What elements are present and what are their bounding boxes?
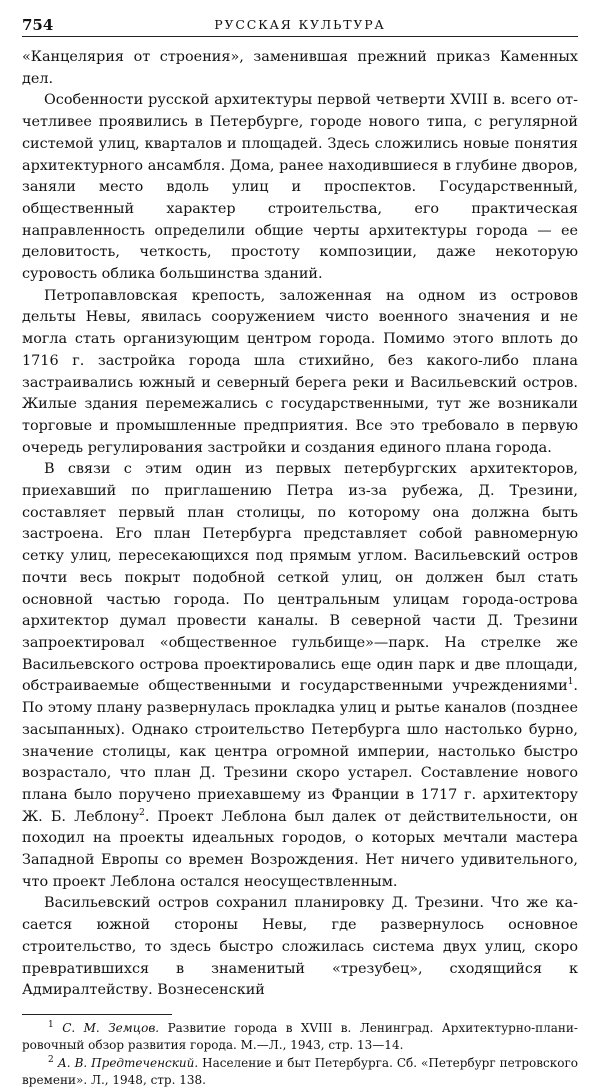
running-title: РУССКАЯ КУЛЬТУРА: [214, 17, 386, 32]
paragraph-text: . Проект Леблона был далек от действительности, он походил на проекты идеальных городов, о которых мечтали мастера Западной Европы со времен Возрождения. Нет ничего удивительного, что проект Леблона остался неосуществленным.: [22, 808, 578, 890]
footnote-author: А. В. Предтеченский.: [57, 1055, 199, 1070]
footnote-text: Население и быт Петербурга. Сб. «Петербург петровского времени». Л., 1948, стр. 138.: [22, 1055, 578, 1088]
footnote: [22, 1020, 578, 1055]
paragraph: Петропавловская крепость, заложенная на одном из островов дельты Невы, явилась сооружением чисто военного значения и не могла стать организующим центром города. Помимо этого вплоть до 1716 г. застройка города шла стихийно, без какого-либо плана застраивались южный и северный берега реки и Васильевский остров. Жилые здания перемежались с государственными, тут же возникали торговые и промышленные предприятия. Все это требовало в первую очередь регулирования застройки и создания единого плана города.: [22, 287, 578, 456]
footnote-number: 1: [48, 1019, 54, 1030]
footnote-ref-1: 1: [567, 677, 574, 688]
footnote-ref-2: 2: [139, 807, 145, 818]
paragraph: [22, 459, 578, 893]
paragraph: «Канцелярия от строения», заменившая прежний приказ Каменных дел.: [22, 49, 578, 87]
footnotes: [22, 1014, 578, 1090]
footnote-text: Развитие города в XVIII в. Ленинград. Архитектурно-планировочный обзор развития города. М.—Л., 1943, стр. 13—14.: [22, 1020, 578, 1053]
footnote-number: 2: [48, 1054, 54, 1065]
footnote-divider: [22, 1014, 172, 1015]
page-number: 754: [22, 16, 54, 34]
paragraph-text: В связи с этим один из первых петербургских архитекторов, приехавший по приглашению Петра из-за рубежа, Д. Трезини, составляет первый план столицы, по которому она должна быть застроена. Его план Петербурга представляет собой равномерную сетку улиц, пересекающихся под прямым углом. Васильевский остров почти весь покрыт подобной сеткой улиц, он должен был стать основной частью города. По центральным улицам города-острова архитектор думал провести каналы. В северной части Д. Трезини запроектировал «общественное гульбище»—парк. На стрелке же Васильевского острова проектировались еще один парк и две площади, обстраиваемые общественными и государственными учреждениями: [22, 461, 578, 695]
paragraph: Особенности русской архитектуры первой четверти XVIII в. всего отчетливее проявились в Петербурге, городе нового типа, с регулярной системой улиц, кварталов и площадей. Здесь сложились новые понятия архитектурного ансамбля. Дома, ранее находившиеся в глубине дворов, заняли место вдоль улиц и проспектов. Государственный, общественный характер строительства, его практическая направленность определили общие черты архитектуры города — ее деловитость, четкость, простоту композиции, даже некоторую суровость облика большинства зданий.: [22, 92, 578, 283]
paragraph-text: . По этому плану развернулась прокладка улиц и рытье каналов (позднее засыпанных). Однако строительство Петербурга шло настолько бурно, значение столицы, как центра огромной империи, настолько быстро возрастало, что план Д. Трезини скоро устарел. Составление нового плана было поручено приехавшему из Франции в 1717 г. архитектору Ж. Б. Леблону: [22, 678, 578, 825]
paragraph: Васильевский остров сохранил планировку Д. Трезини. Что же касается южной стороны Невы, где развернулось основное строительство, то здесь быстро сложилась система двух улиц, скоро превратившихся в знаменитый «трезубец», сходящийся к Адмиралтейству. Вознесенский: [22, 895, 578, 999]
footnote-author: С. М. Земцов.: [62, 1020, 160, 1035]
main-text: [22, 47, 578, 1002]
footnote: [22, 1055, 578, 1090]
page-header: [22, 14, 578, 37]
